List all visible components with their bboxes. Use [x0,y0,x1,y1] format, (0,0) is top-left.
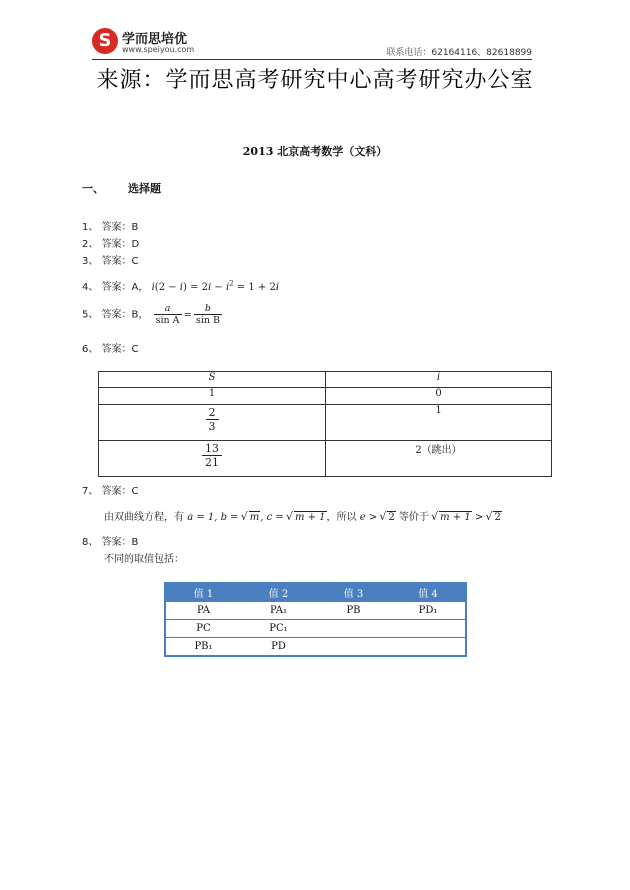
section-heading [82,180,161,196]
column-header: 值 1 [165,583,241,602]
answer-text: 答案：B， [101,309,149,321]
table-cell-s: $\frac{13}{21}$ [99,441,326,477]
answer-7 [82,482,139,497]
logo-name: 学而思培优 [122,32,188,47]
iteration-table [98,371,552,477]
table-cell: PB₁ [165,638,241,657]
table-cell-i: 0 [326,388,552,405]
q7-explanation: 由双曲线方程，有 a = 1, b = √ m, c = √ m + 1，所以 e > √ 2 等价于 √ m + 1 > √ 2 [104,508,502,523]
table-row [165,638,466,657]
header-divider [92,59,532,60]
answer-number: 3、 [82,256,99,267]
table-cell: PA₁ [241,602,316,620]
answer-6 [82,340,139,355]
source-title: 来源：学而思高考研究中心高考研究办公室 [96,68,534,93]
logo-s-icon: S [92,28,118,54]
answer-8 [82,533,138,548]
column-header: 值 4 [391,583,466,602]
answer-text: 答案：D [101,239,140,250]
answer-text: 答案：C [101,486,139,497]
answer-text: 答案：B [101,222,139,233]
brand-logo [92,26,212,58]
table-cell: PC [165,620,241,638]
table-cell-i: 1 [326,405,552,441]
table-cell [391,638,466,657]
logo-url: www.speiyou.com [122,45,195,54]
section-title: 选择题 [128,182,161,195]
contact-label: 联系电话： [386,48,432,58]
answer-5 [82,303,224,326]
answer-number: 8、 [82,537,99,548]
table-row [165,620,466,638]
header-i: i [326,372,552,388]
contact-numbers: 62164116、82618899 [431,48,532,58]
table-cell-s: $\frac{2}{3}$ [99,405,326,441]
answer-number: 2、 [82,239,99,250]
answer-1 [82,218,138,233]
equation-4: $i(2 - i) = 2i - i^2 = 1 + 2i$ [151,279,280,293]
table-cell: PD₁ [391,602,466,620]
answer-number: 6、 [82,344,99,355]
contact-info [386,45,532,58]
answer-text: 答案：C [101,256,139,267]
answer-3 [82,252,139,267]
q8-note: 不同的取值包括： [104,554,184,565]
values-table [164,582,467,657]
table-cell: PB [316,602,391,620]
answer-number: 4、 [82,282,99,293]
answer-number: 5、 [82,309,99,321]
header-s: S [99,372,326,388]
table-cell-s: 1 [99,388,326,405]
table-cell [316,620,391,638]
answer-number: 1、 [82,222,99,233]
table-cell: PC₁ [241,620,316,638]
table-cell [391,620,466,638]
equals-sign: = [183,309,192,321]
document-title: 2013 北京高考数学（文科） [242,145,388,158]
answer-4 [82,278,279,293]
answer-text: 答案：A， [101,282,149,293]
answer-number: 7、 [82,486,99,497]
table-cell: PA [165,602,241,620]
fraction-a-sinA: $\frac{a}{\text{sin A}}$ [155,303,180,326]
column-header: 值 3 [316,583,391,602]
answer-text: 答案：B [101,537,139,548]
section-number: 一、 [82,182,104,195]
answer-2 [82,235,139,250]
table-row [165,602,466,620]
fraction-b-sinB: $\frac{b}{\text{sin B}}$ [195,303,220,326]
table-cell [316,638,391,657]
table-cell-i: 2（跳出） [326,441,552,477]
answer-text: 答案：C [101,344,139,355]
table-cell: PD [241,638,316,657]
column-header: 值 2 [241,583,316,602]
